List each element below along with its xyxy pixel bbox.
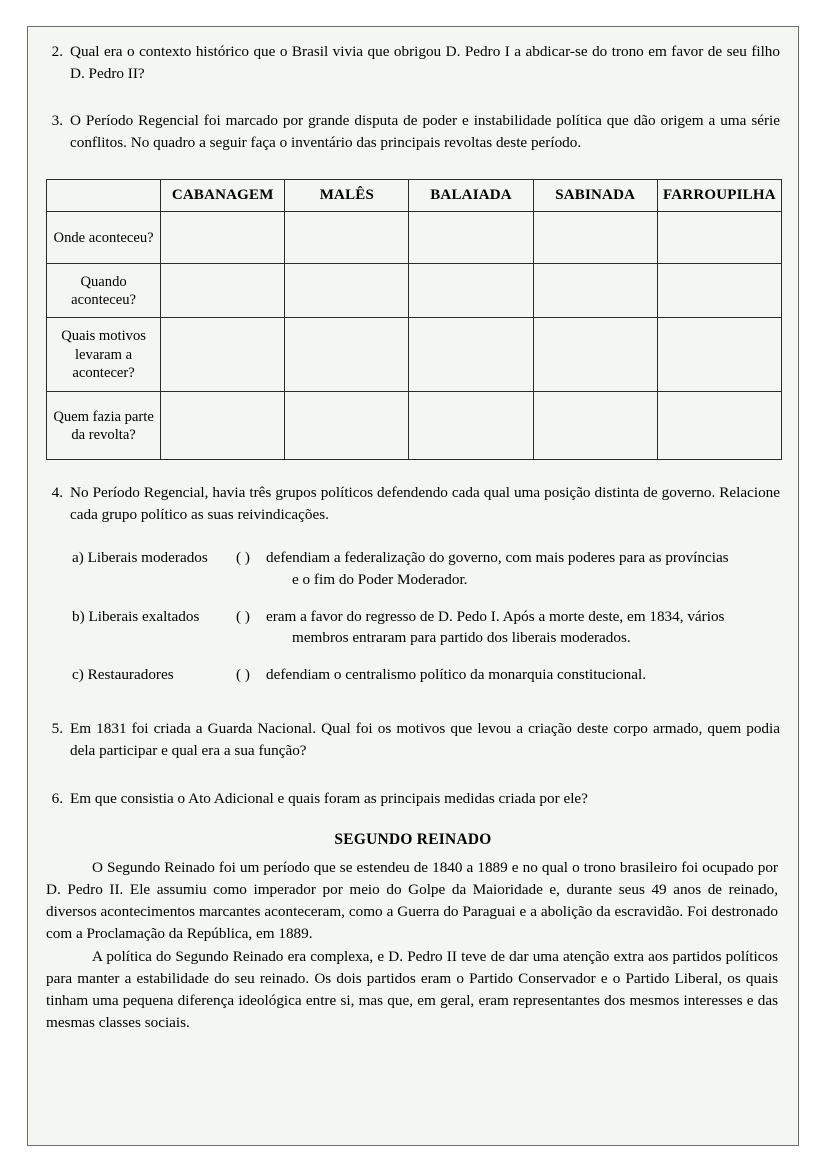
table-cell[interactable] [409, 264, 533, 318]
table-cell[interactable] [657, 264, 781, 318]
matching-desc-a [266, 547, 780, 590]
table-row [47, 264, 782, 318]
table-corner-cell [47, 180, 161, 212]
matching-item-c [46, 664, 780, 686]
table-rowhead-motivos: Quais motivos levaram a acontecer? [47, 318, 161, 392]
table-cell[interactable] [409, 212, 533, 264]
question-5-number: 5. [51, 720, 63, 738]
question-4-text: No Período Regencial, havia três grupos políticos defendendo cada qual uma posição distinta de governo. Relacione cada grupo político as suas reivindicações. [70, 484, 780, 523]
section-paragraph-1: O Segundo Reinado foi um período que se estendeu de 1840 a 1889 e no qual o trono brasileiro foi ocupado por D. Pedro II. Ele assumiu como imperador por meio do Golpe da Maioridade e, durante seus 49 anos de reinado, diversos acontecimentos marcantes aconteceram, como a Guerra do Paraguai e a abolição da escravidão. Foi destronado com a Proclamação da República, em 1889. [46, 859, 778, 943]
question-6-number: 6. [51, 789, 63, 807]
question-3-text: O Período Regencial foi marcado por grande disputa de poder e instabilidade política que dão origem a uma série conflitos. No quadro a seguir faça o inventário das principais revoltas deste período. [70, 112, 780, 151]
question-6 [46, 788, 780, 810]
table-rowhead-participantes: Quem fazia parte da revolta? [47, 392, 161, 460]
table-col-cabanagem: CABANAGEM [161, 180, 285, 212]
table-rowhead-onde: Onde aconteceu? [47, 212, 161, 264]
table-cell[interactable] [657, 392, 781, 460]
table-rowhead-quando: Quando aconteceu? [47, 264, 161, 318]
table-cell[interactable] [161, 318, 285, 392]
worksheet-sheet [27, 26, 799, 1146]
table-cell[interactable] [285, 318, 409, 392]
table-cell[interactable] [533, 212, 657, 264]
question-5 [46, 718, 780, 761]
table-cell[interactable] [657, 212, 781, 264]
table-col-sabinada: SABINADA [533, 180, 657, 212]
question-3 [46, 110, 780, 153]
table-col-farroupilha: FARROUPILHA [657, 180, 781, 212]
question-5-text: Em 1831 foi criada a Guarda Nacional. Qual foi os motivos que levou a criação deste corpo armado, quem podia dela participar e qual era a sua função? [70, 720, 780, 759]
table-row [47, 212, 782, 264]
table-cell[interactable] [161, 212, 285, 264]
matching-marker-a[interactable]: ( ) [236, 549, 250, 567]
matching-marker-b[interactable]: ( ) [236, 607, 250, 625]
table-cell[interactable] [285, 212, 409, 264]
matching-item-a [46, 547, 780, 590]
table-row [47, 318, 782, 392]
question-2 [46, 41, 780, 84]
table-row [47, 392, 782, 460]
table-cell[interactable] [657, 318, 781, 392]
question-2-number: 2. [51, 43, 63, 60]
matching-marker-c[interactable]: ( ) [236, 665, 250, 683]
matching-desc-a-line2: e o fim do Poder Moderador. [292, 571, 468, 589]
table-cell[interactable] [161, 264, 285, 318]
table-cell[interactable] [409, 392, 533, 460]
question-2-text: Qual era o contexto histórico que o Brasil vivia que obrigou D. Pedro I a abdicar-se do trono em favor de seu filho D. Pedro II? [70, 43, 780, 82]
table-cell[interactable] [161, 392, 285, 460]
matching-label-c: c) Restauradores [72, 665, 174, 683]
matching-desc-a-line1: defendiam a federalização do governo, com mais poderes para as províncias [266, 549, 729, 567]
question-6-text: Em que consistia o Ato Adicional e quais foram as principais medidas criada por ele? [70, 789, 588, 807]
table-cell[interactable] [533, 392, 657, 460]
question-3-number: 3. [51, 112, 63, 130]
matching-desc-b-line1: eram a favor do regresso de D. Pedo I. Após a morte deste, em 1834, vários [266, 607, 725, 625]
table-cell[interactable] [285, 264, 409, 318]
question-4-number: 4. [51, 484, 63, 502]
revoltas-table [46, 179, 782, 460]
table-header-row [47, 180, 782, 212]
question-4 [46, 482, 780, 525]
table-cell[interactable] [409, 318, 533, 392]
matching-label-b: b) Liberais exaltados [72, 607, 200, 625]
table-col-balaiada: BALAIADA [409, 180, 533, 212]
table-cell[interactable] [533, 264, 657, 318]
section-title-segundo-reinado: SEGUNDO REINADO [334, 831, 492, 849]
section-paragraph-2: A política do Segundo Reinado era complexa, e D. Pedro II teve de dar uma atenção extra aos partidos políticos para manter a estabilidade do seu reinado. Os dois partidos eram o Partido Conservador e o Partido Liberal, os quais tinham uma pequena diferença ideológica entre si, mas que, em geral, eram representantes dos mesmos interesses e das mesmas classes sociais. [46, 948, 778, 1032]
table-col-males: MALÊS [285, 180, 409, 212]
matching-desc-b-line2: membros entraram para partido dos liberais moderados. [292, 629, 631, 647]
table-cell[interactable] [285, 392, 409, 460]
table-cell[interactable] [533, 318, 657, 392]
matching-desc-c [266, 664, 780, 686]
matching-item-b [46, 606, 780, 649]
matching-desc-b [266, 606, 780, 649]
matching-desc-c-line1: defendiam o centralismo político da monarquia constitucional. [266, 665, 646, 683]
matching-label-a: a) Liberais moderados [72, 549, 208, 567]
